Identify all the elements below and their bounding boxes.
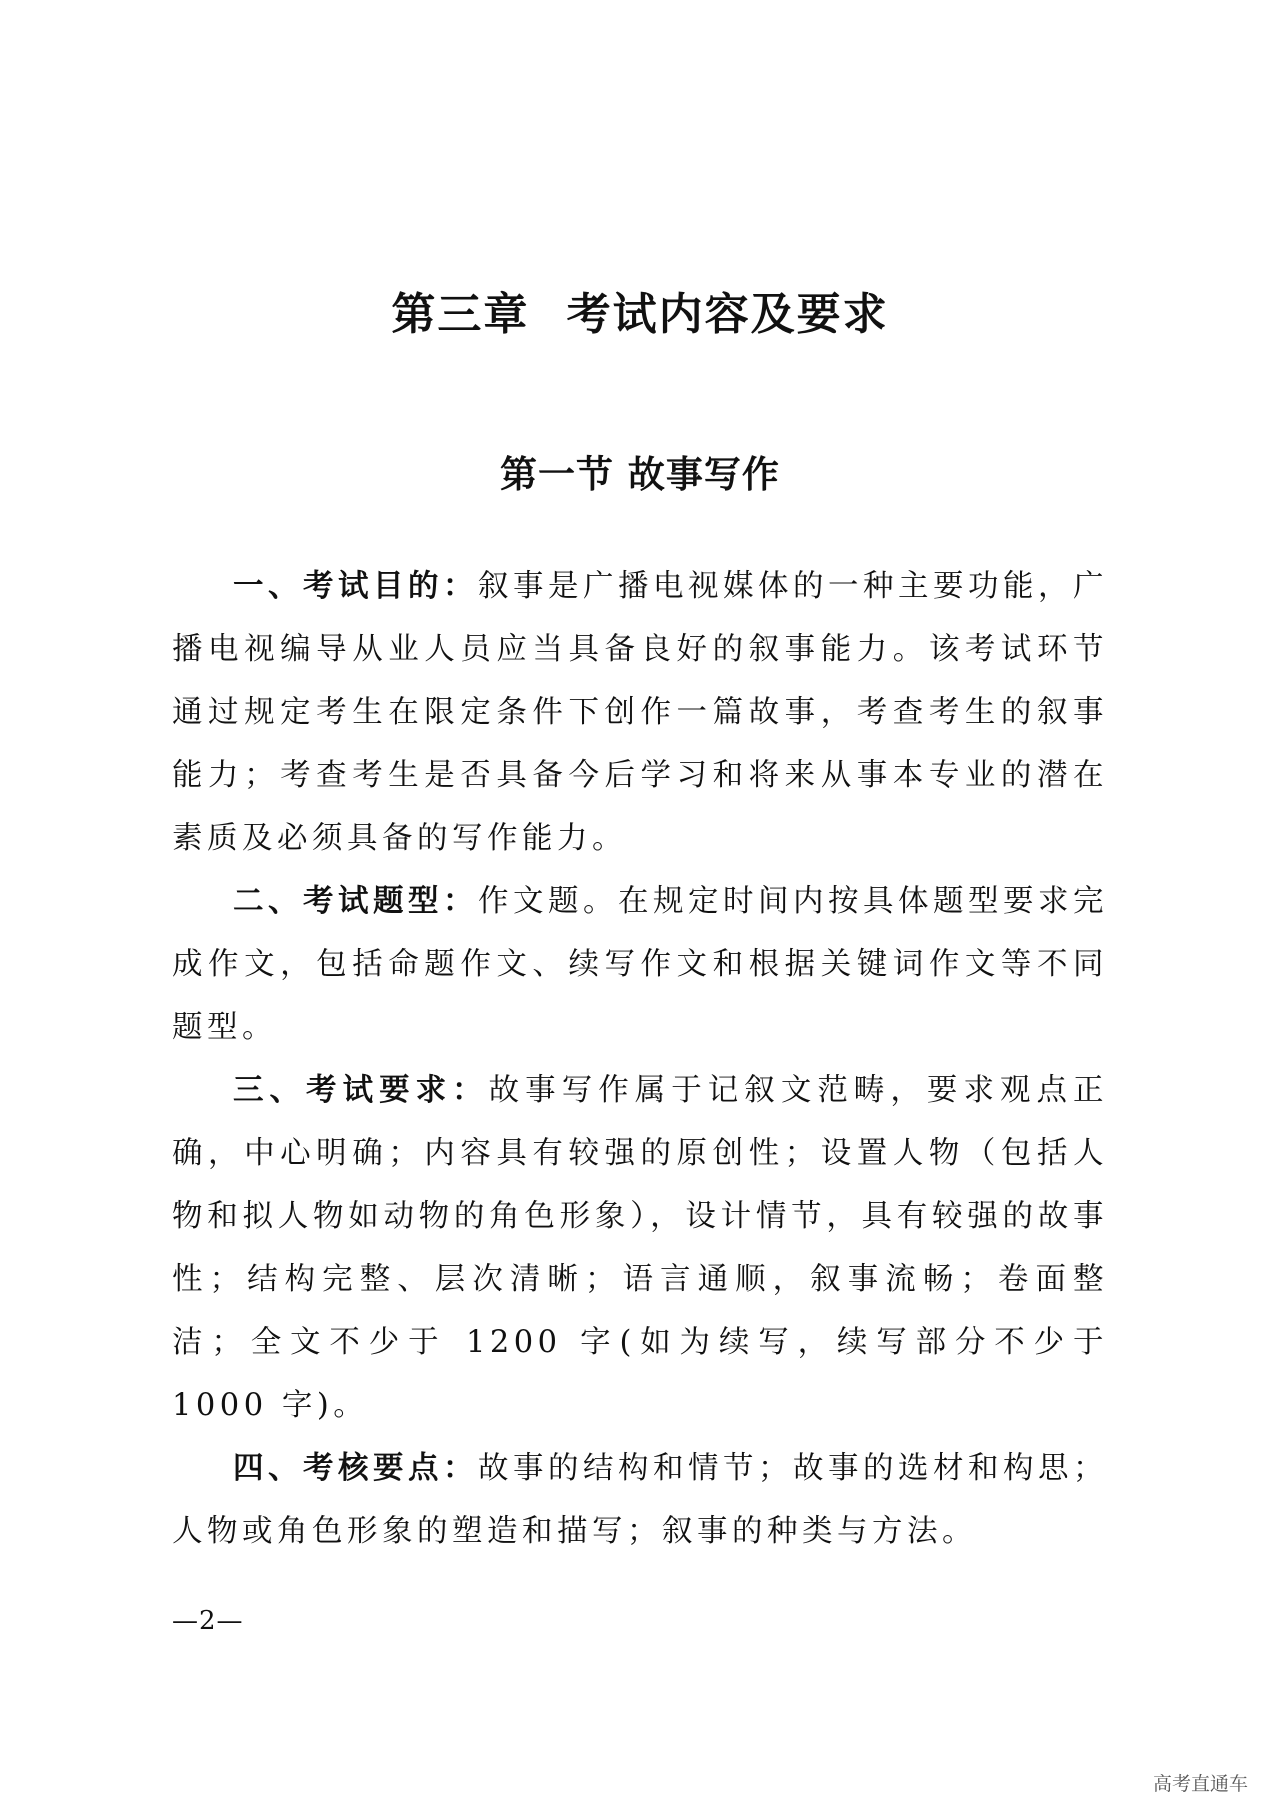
page-number: —2—: [172, 1606, 244, 1636]
paragraph-assessment-points: [172, 1437, 1108, 1563]
paragraph-text: 作文题。在规定时间内按具体题型要求完成作文，包括命题作文、续写作文和根据关键词作文等不同题型。: [172, 884, 1108, 1045]
paragraph-text: 故事的结构和情节；故事的选材和构思；人物或角色形象的塑造和描写；叙事的种类与方法。: [172, 1451, 1108, 1549]
document-body: [172, 555, 1108, 1563]
paragraph-exam-purpose: [172, 555, 1108, 870]
paragraph-heading: 二、考试题型：: [233, 884, 478, 919]
paragraph-heading: 一、考试目的：: [233, 569, 478, 604]
paragraph-text: 叙事是广播电视媒体的一种主要功能，广播电视编导从业人员应当具备良好的叙事能力。该考试环节通过规定考生在限定条件下创作一篇故事，考查考生的叙事能力；考查考生是否具备今后学习和将来从事本专业的潜在素质及必须具备的写作能力。: [172, 569, 1108, 856]
paragraph-text: 故事写作属于记叙文范畴，要求观点正确，中心明确；内容具有较强的原创性；设置人物（包括人物和拟人物如动物的角色形象），设计情节，具有较强的故事性；结构完整、层次清晰；语言通顺，叙事流畅；卷面整洁；全文不少于 1200 字(如为续写，续写部分不少于 1000 字)。: [172, 1073, 1109, 1423]
chapter-title: 第三章 考试内容及要求: [391, 289, 889, 340]
paragraph-exam-requirements: [172, 1059, 1108, 1437]
paragraph-exam-type: [172, 870, 1108, 1059]
paragraph-heading: 三、考试要求：: [233, 1073, 489, 1108]
watermark: 高考直通车: [1149, 1767, 1252, 1798]
paragraph-heading: 四、考核要点：: [233, 1451, 478, 1486]
section-title: 第一节 故事写作: [500, 453, 780, 496]
